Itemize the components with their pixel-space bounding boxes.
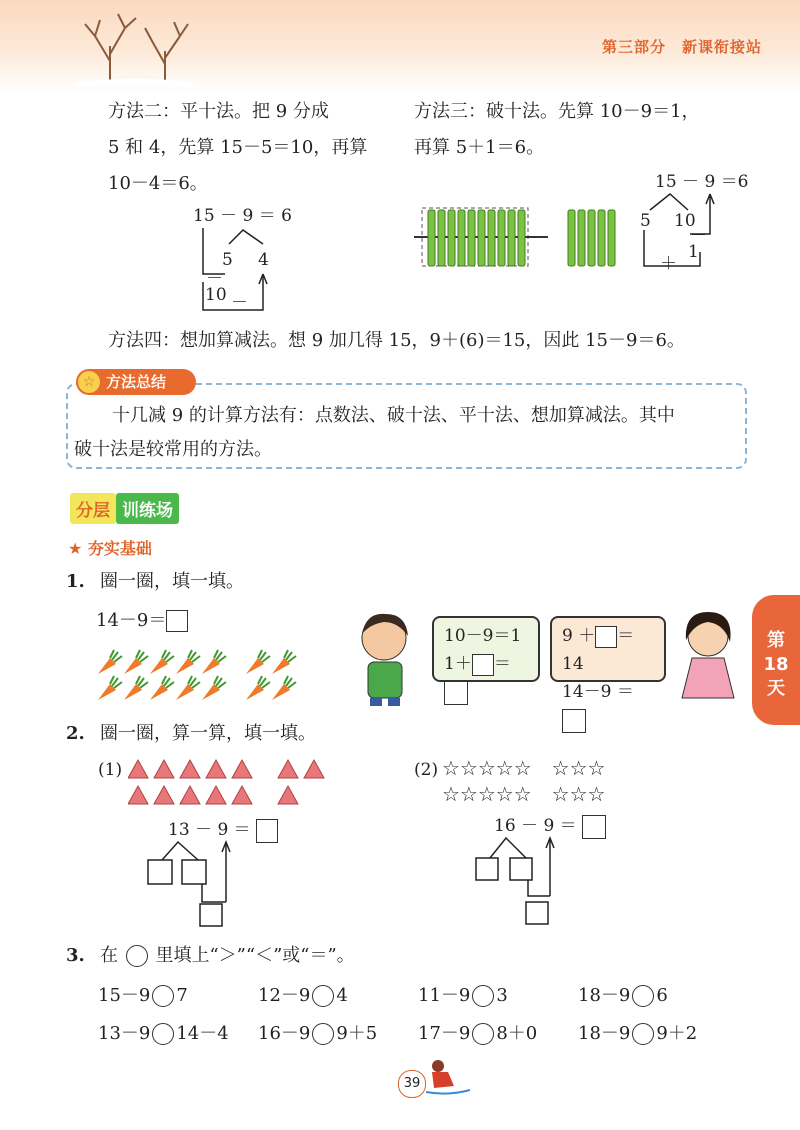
- bubble-right-line1-b: ＝14: [562, 626, 635, 674]
- method2-minus1: －: [206, 269, 223, 289]
- q2-part2-eq-text: 16 － 9 ＝: [494, 816, 577, 836]
- compare-circle[interactable]: [632, 1023, 654, 1045]
- method3-line2: 再算 5＋1＝6。: [414, 137, 545, 158]
- summary-badge: 方法总结: [76, 369, 196, 395]
- compare-item-2: [258, 980, 348, 1012]
- method3-equation: 15 － 9 ＝6: [655, 172, 749, 192]
- summary-line1: 十几减 9 的计算方法有：点数法、破十法、平十法、想加算减法。其中: [112, 405, 675, 426]
- bubble-right-line2-text: 14－9 ＝: [562, 682, 634, 702]
- answer-box[interactable]: [562, 709, 586, 733]
- bubble-left-line2: [444, 650, 528, 706]
- bubble-left-line2-a: 1＋: [444, 654, 472, 674]
- day-tab: [752, 595, 800, 725]
- day-tab-line3: 天: [767, 678, 785, 699]
- q2-stars-row2: ☆☆☆☆☆ ☆☆☆: [442, 782, 606, 806]
- star-icon: ☆: [78, 371, 100, 393]
- q3-text-a: 在: [100, 945, 118, 966]
- method2-ten: 10: [205, 285, 227, 305]
- q1-expression-text: 14－9＝: [96, 610, 167, 631]
- compare-right: 8＋0: [496, 1023, 538, 1044]
- answer-box[interactable]: [582, 815, 606, 839]
- method2-part-a: 5: [222, 250, 233, 270]
- counting-sticks-illustration: [412, 204, 632, 274]
- method3-part-a: 5: [640, 211, 651, 231]
- compare-circle[interactable]: [472, 985, 494, 1007]
- day-tab-line2: 18: [763, 654, 789, 675]
- compare-right: 4: [336, 985, 348, 1006]
- compare-circle[interactable]: [312, 985, 334, 1007]
- compare-left: 18－9: [578, 1023, 631, 1044]
- method2-part-b: 4: [258, 250, 269, 270]
- compare-right: 3: [496, 985, 508, 1006]
- answer-box[interactable]: [200, 904, 222, 926]
- bubble-right-line1-a: 9 ＋: [562, 626, 596, 646]
- compare-item-4: [578, 980, 668, 1012]
- bubble-right-line1: [562, 622, 654, 678]
- q1-number: 1.: [66, 571, 85, 592]
- compare-circle[interactable]: [312, 1023, 334, 1045]
- compare-circle[interactable]: [152, 985, 174, 1007]
- q3-number: 3.: [66, 945, 85, 966]
- compare-circle[interactable]: [152, 1023, 174, 1045]
- compare-left: 16－9: [258, 1023, 311, 1044]
- compare-item-7: [418, 1018, 537, 1050]
- q2-text: 圈一圈，算一算，填一填。: [100, 723, 316, 744]
- q2-part2-diagram: [468, 834, 578, 930]
- triangles-illustration: [128, 758, 338, 808]
- compare-circle[interactable]: [472, 1023, 494, 1045]
- boy-character: [352, 608, 422, 708]
- compare-item-3: [418, 980, 508, 1012]
- bubble-left: [432, 616, 540, 682]
- summary-line2: 破十法是较常用的方法。: [74, 439, 272, 460]
- compare-right: 9＋2: [656, 1023, 698, 1044]
- carrots-illustration: [92, 646, 302, 706]
- method2-line1: 方法二：平十法。把 9 分成: [108, 101, 329, 122]
- method3-one: 1: [688, 242, 699, 262]
- page-number: 39: [398, 1070, 426, 1098]
- subsection-title: ★ 夯实基础: [68, 539, 152, 558]
- compare-left: 17－9: [418, 1023, 471, 1044]
- method3-part-b: 10: [674, 211, 696, 231]
- answer-box[interactable]: [166, 610, 188, 632]
- answer-box[interactable]: [472, 654, 494, 676]
- q2-part2-label: (2): [414, 760, 439, 780]
- compare-right: 7: [176, 985, 188, 1006]
- q1-expression: [96, 605, 188, 637]
- answer-box[interactable]: [256, 819, 278, 843]
- compare-right: 9＋5: [336, 1023, 378, 1044]
- compare-right: 14－4: [176, 1023, 229, 1044]
- bubble-right-line2: [562, 678, 654, 734]
- q1-text: 圈一圈，填一填。: [100, 571, 244, 592]
- circle-placeholder: [126, 945, 148, 967]
- compare-left: 12－9: [258, 985, 311, 1006]
- q3-text-b: 里填上“＞”“＜”或“＝”。: [155, 945, 355, 966]
- q2-stars-row1: ☆☆☆☆☆ ☆☆☆: [442, 756, 606, 780]
- compare-left: 18－9: [578, 985, 631, 1006]
- compare-right: 6: [656, 985, 668, 1006]
- compare-item-1: [98, 980, 188, 1012]
- q2-part1-label: (1): [98, 760, 123, 780]
- q2-part1-eq-text: 13 － 9 ＝: [168, 820, 251, 840]
- method3-line1: 方法三：破十法。先算 10－9＝1，: [414, 101, 700, 122]
- girl-character: [676, 606, 746, 706]
- method2-line3: 10－4＝6。: [108, 173, 208, 194]
- method4-text: 方法四：想加算减法。想 9 加几得 15，9＋(6)＝15，因此 15－9＝6。: [108, 330, 685, 351]
- skater-icon: [420, 1058, 476, 1098]
- method3-minus: －: [690, 226, 707, 246]
- header-title: 第三部分 新课衔接站: [601, 38, 762, 56]
- compare-item-6: [258, 1018, 377, 1050]
- answer-box[interactable]: [148, 860, 172, 884]
- q2-number: 2.: [66, 723, 85, 744]
- compare-left: 11－9: [418, 985, 471, 1006]
- compare-circle[interactable]: [632, 985, 654, 1007]
- answer-box[interactable]: [595, 626, 617, 648]
- section-heading-a: 分层: [70, 493, 116, 524]
- answer-box[interactable]: [476, 858, 498, 880]
- day-tab-line1: 第: [767, 630, 785, 651]
- q3-instruction: [100, 940, 355, 972]
- section-heading: [70, 493, 179, 524]
- answer-box[interactable]: [444, 681, 468, 705]
- method2-line2: 5 和 4，先算 15－5＝10，再算: [108, 137, 368, 158]
- bubble-right: [550, 616, 666, 702]
- compare-item-5: [98, 1018, 229, 1050]
- q2-part1-diagram: [140, 838, 250, 934]
- tree-illustration: [70, 6, 200, 86]
- page-header: [0, 0, 800, 92]
- bubble-left-line2-b: ＝: [493, 654, 511, 674]
- method2-minus2: －: [231, 293, 248, 313]
- answer-box[interactable]: [526, 902, 548, 924]
- section-heading-b: 训练场: [116, 493, 179, 524]
- compare-item-8: [578, 1018, 697, 1050]
- bubble-left-line1: 10－9＝1: [444, 626, 522, 646]
- compare-left: 13－9: [98, 1023, 151, 1044]
- method2-equation: 15 － 9 ＝ 6: [193, 206, 292, 226]
- answer-box[interactable]: [510, 858, 532, 880]
- answer-box[interactable]: [182, 860, 206, 884]
- subsection-label: 夯实基础: [87, 539, 152, 558]
- method3-plus: ＋: [660, 254, 677, 274]
- compare-left: 15－9: [98, 985, 151, 1006]
